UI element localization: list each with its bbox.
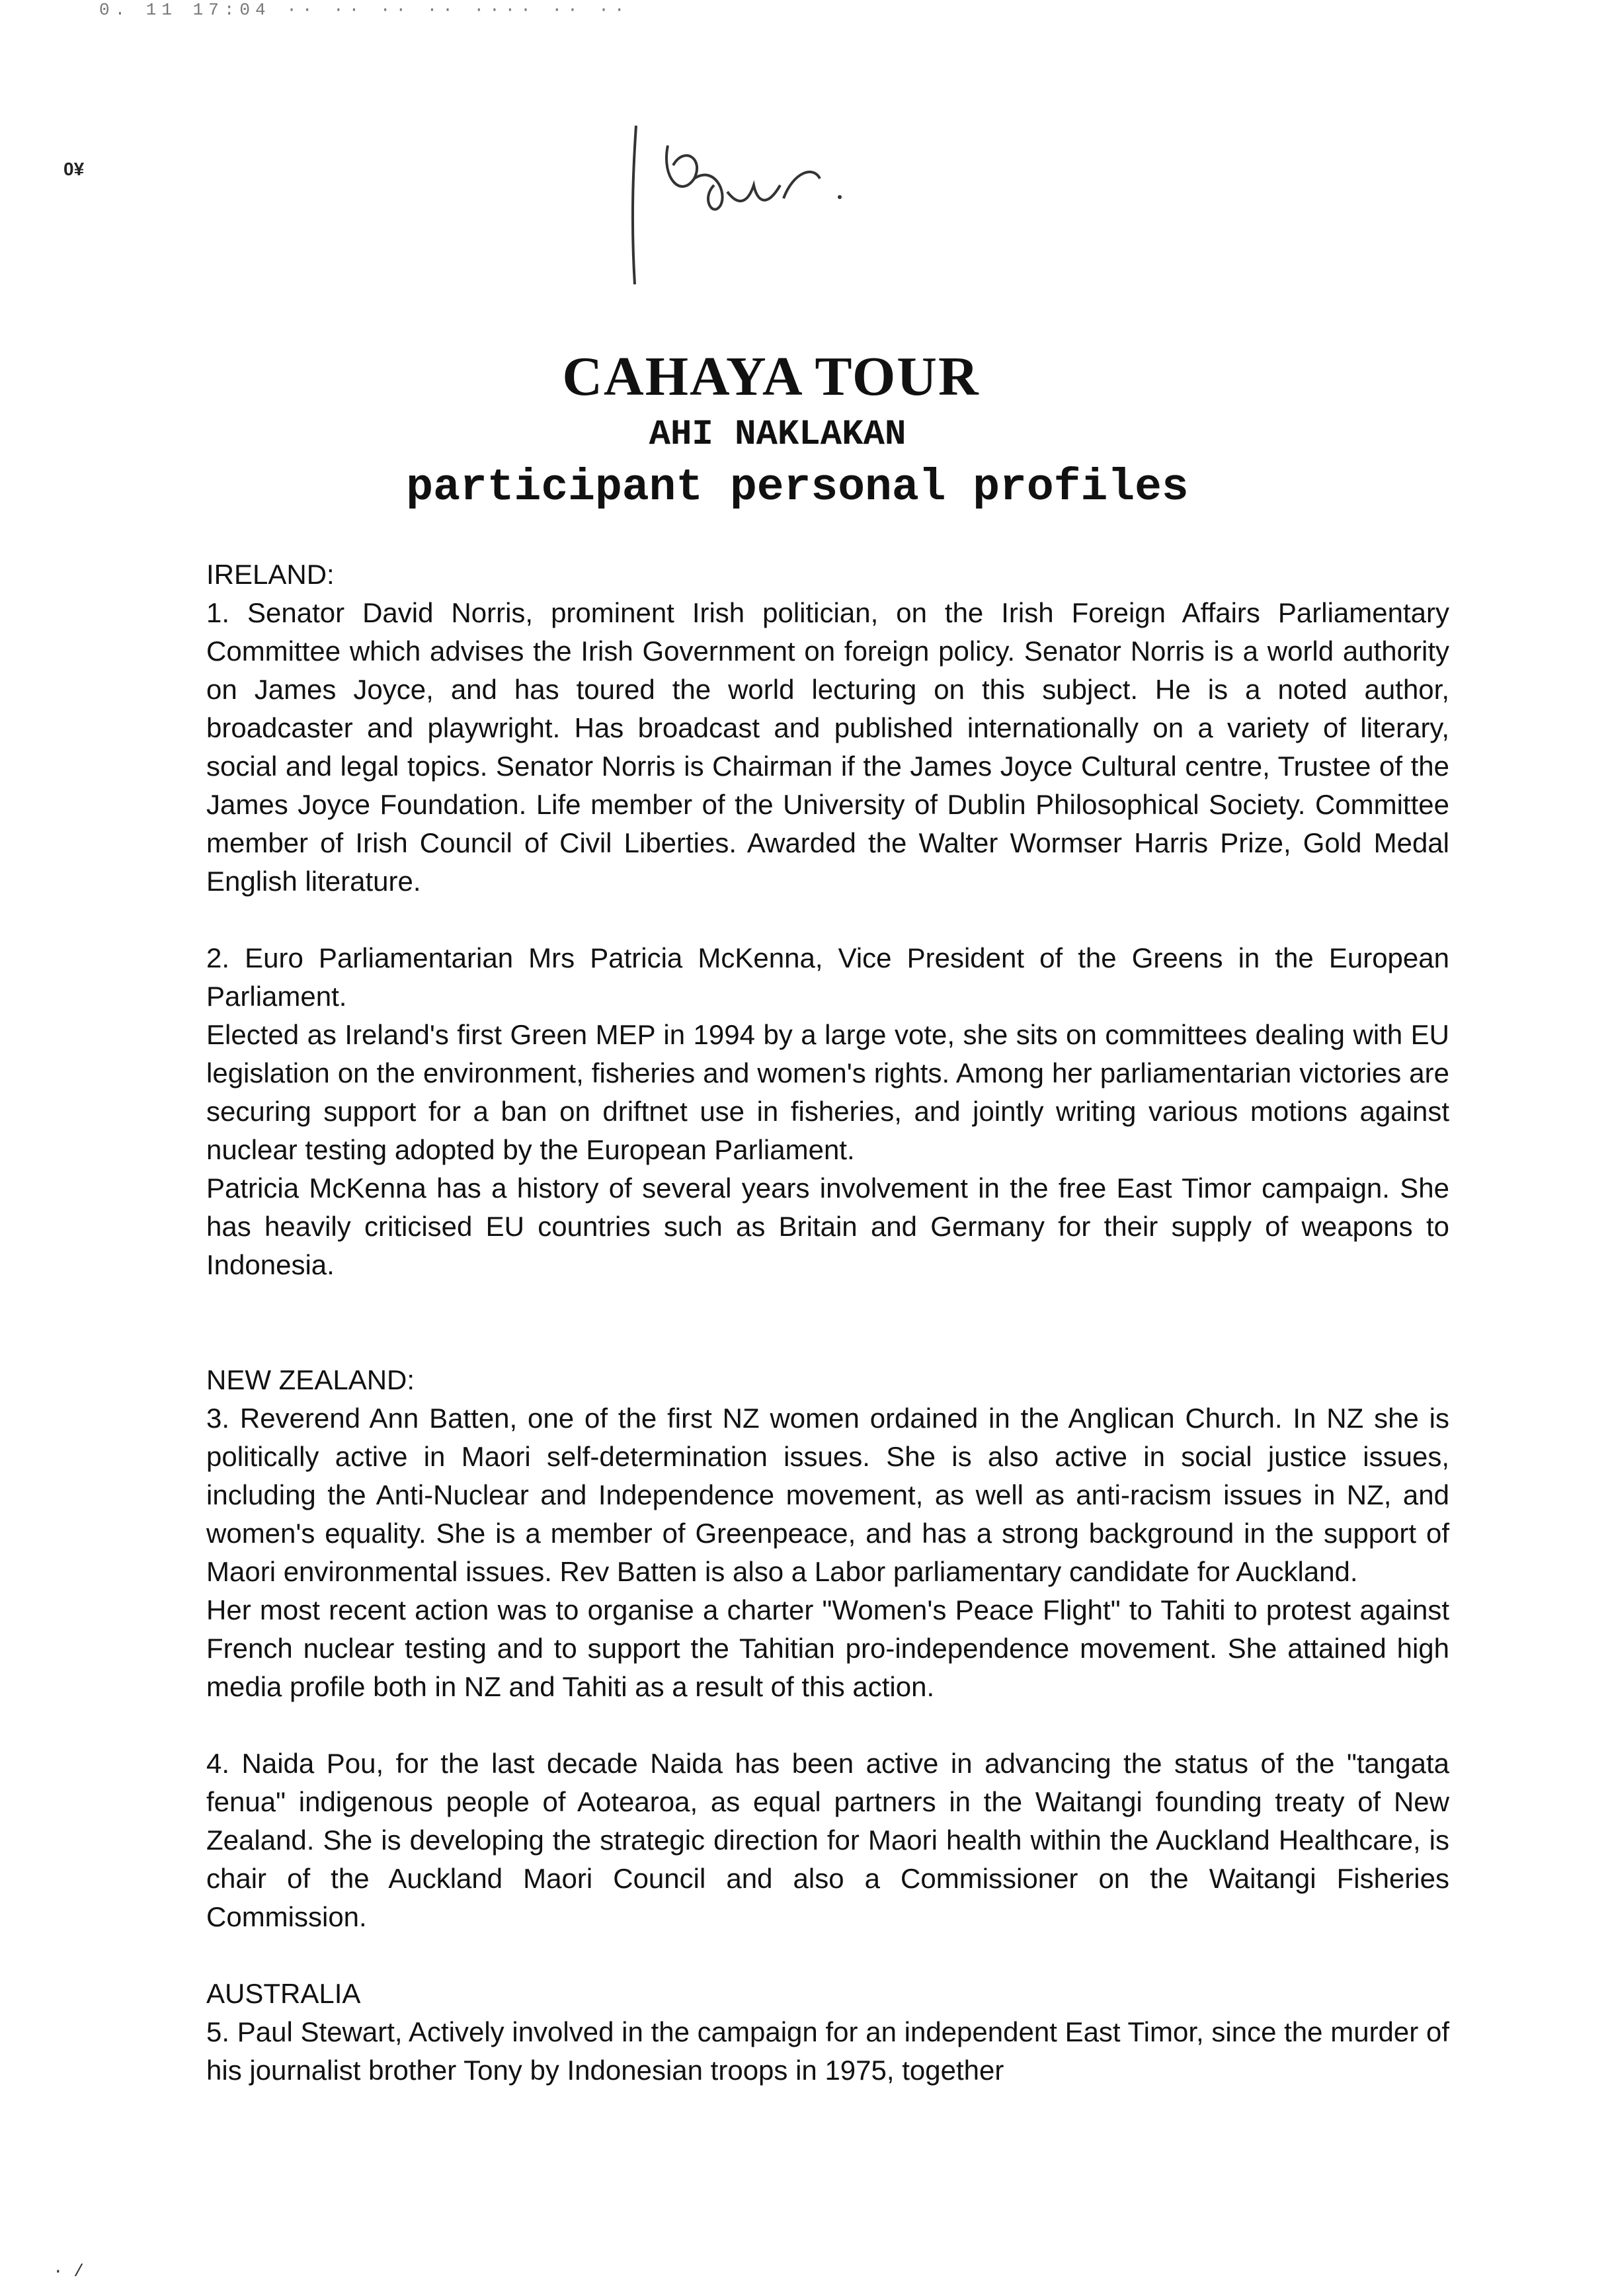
profile-5: 5. Paul Stewart, Actively involved in the campaign for an independent East Timor, since the murder of his journalist brother Tony by Indonesian troops in 1975, together — [206, 2016, 1449, 2086]
handwritten-annotation — [622, 119, 912, 291]
page-title: CAHAYA TOUR — [562, 346, 980, 407]
section-heading-australia: AUSTRALIA — [206, 1978, 361, 2009]
profile-3-body: 3. Reverend Ann Batten, one of the first NZ women ordained in the Anglican Church. In NZ she is politically active in Maori self-determination issues. She is also active in social justice issues, including the Anti-Nuclear and Independence movement, as well as anti-racism issues in NZ, and women's equality. She is a member of Greenpeace, and has a strong background in the support of Maori environmental issues. Rev Batten is also a Labor parliamentary candidate for Auckland. — [206, 1403, 1449, 1587]
section-heading-new-zealand: NEW ZEALAND: — [206, 1364, 415, 1395]
fax-header: 0. 11 17:04 ·· ·· ·· ·· ···· ·· ·· — [99, 0, 630, 20]
document-body — [206, 555, 1449, 2090]
paragraph-gap — [206, 1936, 1449, 1975]
section-gap — [206, 1284, 1449, 1361]
title-block — [0, 344, 1608, 516]
handwritten-tour-scribble — [622, 119, 912, 291]
margin-mark: · / — [53, 2262, 84, 2281]
profile-3-action: Her most recent action was to organise a charter "Women's Peace Flight" to Tahiti to protest against French nuclear testing and to support the Tahitian pro-independence movement. She attained high media profile both in NZ and Tahiti as a result of this action. — [206, 1594, 1449, 1702]
profile-4: 4. Naida Pou, for the last decade Naida has been active in advancing the status of the "tangata fenua" indigenous people of Aotearoa, as equal partners in the Waitangi founding treaty of New Zealand. She is developing the strategic direction for Maori health within the Auckland Healthcare, is chair of the Auckland Maori Council and also a Commissioner on the Waitangi Fisheries Commission. — [206, 1748, 1449, 1932]
profile-2-body: Elected as Ireland's first Green MEP in 1994 by a large vote, she sits on committees dealing with EU legislation on the environment, fisheries and women's rights. Among her parliamentarian victories are securing support for a ban on driftnet use in fisheries, and jointly writing various motions against nuclear testing adopted by the European Parliament. — [206, 1019, 1449, 1165]
page-subtitle: AHI NAKLAKAN — [649, 415, 906, 455]
paragraph-gap — [206, 1706, 1449, 1744]
page-subtitle-profiles: participant personal profiles — [406, 462, 1189, 513]
profile-1: 1. Senator David Norris, prominent Irish politician, on the Irish Foreign Affairs Parliamentary Committee which advises the Irish Government on foreign policy. Senator Norris is a world authority on James Joyce, and has toured the world lecturing on this subject. He is a noted author, broadcaster and playwright. Has broadcast and published internationally on a variety of literary, social and legal topics. Senator Norris is Chairman if the James Joyce Cultural centre, Trustee of the James Joyce Foundation. Life member of the University of Dublin Philosophical Society. Committee member of Irish Council of Civil Liberties. Awarded the Walter Wormser Harris Prize, Gold Medal English literature. — [206, 597, 1449, 897]
profile-2-campaign: Patricia McKenna has a history of several years involvement in the free East Timor campaign. She has heavily criticised EU countries such as Britain and Germany for their supply of weapons to Indonesia. — [206, 1172, 1449, 1280]
section-heading-ireland: IRELAND: — [206, 559, 335, 590]
corner-mark: 0¥ — [63, 159, 85, 179]
paragraph-gap — [206, 901, 1449, 939]
profile-2-intro: 2. Euro Parliamentarian Mrs Patricia McKenna, Vice President of the Greens in the European Parliament. — [206, 942, 1449, 1012]
